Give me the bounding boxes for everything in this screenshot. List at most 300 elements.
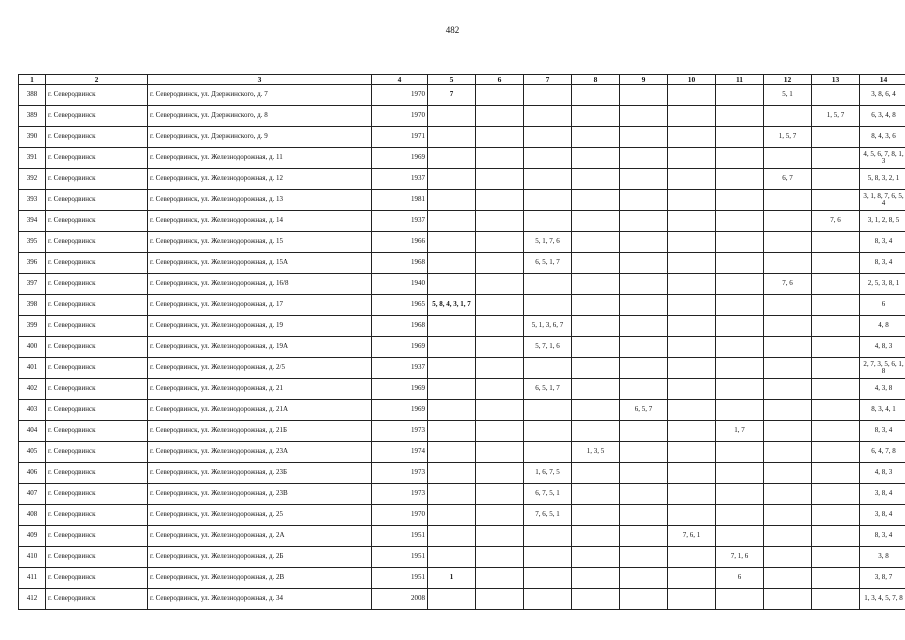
col-11-value [716,337,764,358]
col-10-value [668,358,716,379]
locality: г. Северодвинск [46,232,148,253]
locality: г. Северодвинск [46,106,148,127]
col-7-value [524,148,572,169]
row-number: 396 [19,253,46,274]
col-13-value [812,358,860,379]
build-year: 1973 [372,421,428,442]
col-10-value [668,484,716,505]
address: г. Северодвинск, ул. Железнодорожная, д. 14 [148,211,372,232]
col-11-value [716,232,764,253]
col-10-value [668,505,716,526]
locality: г. Северодвинск [46,211,148,232]
table-row [19,190,905,211]
col-5-value [428,169,476,190]
locality: г. Северодвинск [46,295,148,316]
build-year: 1968 [372,253,428,274]
col-14-value: 3, 8, 4 [860,505,905,526]
table-row [19,358,905,379]
col-9-value [620,190,668,211]
col-12-value [764,505,812,526]
col-10-value [668,274,716,295]
build-year: 1951 [372,568,428,589]
col-5-value [428,274,476,295]
locality: г. Северодвинск [46,253,148,274]
table-row [19,526,905,547]
locality: г. Северодвинск [46,190,148,211]
build-year: 1968 [372,316,428,337]
row-number: 403 [19,400,46,421]
col-14-value: 4, 8 [860,316,905,337]
col-13-value [812,337,860,358]
col-5-value [428,547,476,568]
col-11-value [716,379,764,400]
col-9-value [620,169,668,190]
col-10-value [668,295,716,316]
col-14-value: 3, 8, 6, 4 [860,85,905,106]
address: г. Северодвинск, ул. Железнодорожная, д. 23А [148,442,372,463]
locality: г. Северодвинск [46,274,148,295]
col-header-3: 3 [148,75,372,85]
address: г. Северодвинск, ул. Железнодорожная, д. 15А [148,253,372,274]
col-8-value [572,106,620,127]
row-number: 397 [19,274,46,295]
col-8-value [572,463,620,484]
col-9-value [620,211,668,232]
col-7-value [524,526,572,547]
table-row [19,232,905,253]
col-8-value [572,295,620,316]
table-row [19,505,905,526]
col-13-value [812,316,860,337]
locality: г. Северодвинск [46,421,148,442]
col-13-value [812,379,860,400]
table-row [19,337,905,358]
address: г. Северодвинск, ул. Железнодорожная, д. 19А [148,337,372,358]
col-5-value [428,253,476,274]
address: г. Северодвинск, ул. Железнодорожная, д. 23Б [148,463,372,484]
col-14-value: 4, 8, 3 [860,463,905,484]
col-10-value [668,589,716,610]
col-8-value [572,337,620,358]
build-year: 1951 [372,526,428,547]
col-7-value [524,421,572,442]
row-number: 390 [19,127,46,148]
locality: г. Северодвинск [46,337,148,358]
col-12-value [764,358,812,379]
table-row [19,106,905,127]
col-11-value [716,148,764,169]
row-number: 405 [19,442,46,463]
col-12-value [764,547,812,568]
build-year: 1965 [372,295,428,316]
col-12-value [764,106,812,127]
col-5-value [428,337,476,358]
col-7-value [524,169,572,190]
col-5-value [428,442,476,463]
col-7-value: 7, 6, 5, 1 [524,505,572,526]
col-8-value [572,127,620,148]
col-14-value: 8, 3, 4 [860,253,905,274]
build-year: 1969 [372,337,428,358]
table-row [19,421,905,442]
col-10-value [668,169,716,190]
locality: г. Северодвинск [46,127,148,148]
col-10-value [668,421,716,442]
table-row [19,85,905,106]
address: г. Северодвинск, ул. Железнодорожная, д. 23В [148,484,372,505]
address: г. Северодвинск, ул. Железнодорожная, д. 13 [148,190,372,211]
col-11-value [716,400,764,421]
col-6-value [476,379,524,400]
build-year: 1969 [372,148,428,169]
address: г. Северодвинск, ул. Дзержинского, д. 7 [148,85,372,106]
col-11-value: 7, 1, 6 [716,547,764,568]
col-7-value: 5, 1, 3, 6, 7 [524,316,572,337]
build-year: 2008 [372,589,428,610]
col-12-value [764,337,812,358]
col-12-value: 1, 5, 7 [764,127,812,148]
col-6-value [476,253,524,274]
address: г. Северодвинск, ул. Железнодорожная, д. 2А [148,526,372,547]
col-13-value [812,190,860,211]
col-10-value [668,232,716,253]
col-9-value [620,589,668,610]
address: г. Северодвинск, ул. Дзержинского, д. 8 [148,106,372,127]
col-7-value: 6, 5, 1, 7 [524,379,572,400]
col-14-value: 4, 8, 3 [860,337,905,358]
col-12-value [764,190,812,211]
address: г. Северодвинск, ул. Дзержинского, д. 9 [148,127,372,148]
build-year: 1937 [372,211,428,232]
col-10-value [668,316,716,337]
row-number: 406 [19,463,46,484]
col-10-value [668,148,716,169]
col-14-value: 3, 1, 2, 8, 5 [860,211,905,232]
col-header-14: 14 [860,75,905,85]
table-row [19,442,905,463]
col-9-value [620,505,668,526]
col-6-value [476,421,524,442]
col-11-value [716,127,764,148]
col-13-value [812,463,860,484]
col-12-value [764,568,812,589]
col-6-value [476,568,524,589]
col-8-value [572,505,620,526]
table-row [19,484,905,505]
col-11-value [716,274,764,295]
col-5-value [428,379,476,400]
col-14-value: 4, 3, 8 [860,379,905,400]
col-11-value [716,505,764,526]
col-14-value: 3, 1, 8, 7, 6, 5, 4 [860,190,905,211]
col-5-value [428,316,476,337]
col-8-value [572,379,620,400]
col-13-value [812,85,860,106]
build-year: 1951 [372,547,428,568]
col-12-value [764,484,812,505]
col-7-value [524,127,572,148]
col-13-value [812,169,860,190]
col-7-value: 6, 7, 5, 1 [524,484,572,505]
col-7-value [524,589,572,610]
col-11-value [716,106,764,127]
col-9-value [620,463,668,484]
col-13-value [812,253,860,274]
col-header-6: 6 [476,75,524,85]
row-number: 393 [19,190,46,211]
col-13-value [812,232,860,253]
col-9-value [620,316,668,337]
col-7-value [524,442,572,463]
col-14-value: 8, 3, 4 [860,421,905,442]
col-6-value [476,169,524,190]
col-12-value: 7, 6 [764,274,812,295]
address: г. Северодвинск, ул. Железнодорожная, д. 12 [148,169,372,190]
col-7-value [524,568,572,589]
col-7-value [524,358,572,379]
col-14-value: 6 [860,295,905,316]
col-7-value: 6, 5, 1, 7 [524,253,572,274]
col-header-7: 7 [524,75,572,85]
col-12-value [764,421,812,442]
build-year: 1969 [372,379,428,400]
col-13-value [812,148,860,169]
col-6-value [476,127,524,148]
col-13-value [812,421,860,442]
table-row [19,463,905,484]
row-number: 398 [19,295,46,316]
locality: г. Северодвинск [46,169,148,190]
col-10-value [668,568,716,589]
col-6-value [476,316,524,337]
locality: г. Северодвинск [46,442,148,463]
col-8-value [572,253,620,274]
col-12-value [764,316,812,337]
address: г. Северодвинск, ул. Железнодорожная, д. 11 [148,148,372,169]
locality: г. Северодвинск [46,148,148,169]
col-8-value [572,316,620,337]
col-14-value: 3, 8 [860,547,905,568]
col-8-value [572,274,620,295]
col-8-value [572,568,620,589]
col-10-value [668,190,716,211]
col-11-value [716,295,764,316]
col-12-value [764,295,812,316]
col-12-value [764,400,812,421]
col-11-value: 6 [716,568,764,589]
col-10-value [668,253,716,274]
col-5-value [428,106,476,127]
col-11-value [716,85,764,106]
row-number: 391 [19,148,46,169]
row-number: 401 [19,358,46,379]
build-year: 1966 [372,232,428,253]
row-number: 408 [19,505,46,526]
build-year: 1969 [372,400,428,421]
col-8-value [572,589,620,610]
col-6-value [476,358,524,379]
col-13-value [812,127,860,148]
col-8-value [572,421,620,442]
col-6-value [476,295,524,316]
col-8-value [572,400,620,421]
col-6-value [476,589,524,610]
col-11-value [716,526,764,547]
col-9-value [620,148,668,169]
col-14-value: 6, 3, 4, 8 [860,106,905,127]
row-number: 412 [19,589,46,610]
col-14-value: 8, 3, 4 [860,526,905,547]
col-7-value [524,400,572,421]
table-row [19,274,905,295]
col-7-value: 1, 6, 7, 5 [524,463,572,484]
col-7-value: 5, 7, 1, 6 [524,337,572,358]
col-9-value [620,295,668,316]
build-year: 1974 [372,442,428,463]
address: г. Северодвинск, ул. Железнодорожная, д. 21 [148,379,372,400]
col-8-value: 1, 3, 5 [572,442,620,463]
col-12-value [764,589,812,610]
col-6-value [476,442,524,463]
build-year: 1981 [372,190,428,211]
locality: г. Северодвинск [46,463,148,484]
col-11-value [716,211,764,232]
col-10-value [668,211,716,232]
build-year: 1970 [372,106,428,127]
col-8-value [572,547,620,568]
col-7-value [524,190,572,211]
col-10-value [668,379,716,400]
col-11-value [716,463,764,484]
address: г. Северодвинск, ул. Железнодорожная, д. 21А [148,400,372,421]
col-header-11: 11 [716,75,764,85]
col-7-value [524,106,572,127]
col-5-value [428,127,476,148]
locality: г. Северодвинск [46,358,148,379]
col-8-value [572,169,620,190]
table-row [19,316,905,337]
col-12-value [764,442,812,463]
col-14-value: 6, 4, 7, 8 [860,442,905,463]
row-number: 411 [19,568,46,589]
col-9-value [620,274,668,295]
col-6-value [476,232,524,253]
build-year: 1973 [372,463,428,484]
row-number: 389 [19,106,46,127]
col-12-value [764,232,812,253]
row-number: 399 [19,316,46,337]
col-5-value [428,148,476,169]
col-header-13: 13 [812,75,860,85]
register-table [18,74,905,610]
address: г. Северодвинск, ул. Железнодорожная, д. 21Б [148,421,372,442]
build-year: 1970 [372,85,428,106]
col-6-value [476,211,524,232]
col-10-value [668,337,716,358]
col-header-12: 12 [764,75,812,85]
col-11-value [716,169,764,190]
col-14-value: 2, 7, 3, 5, 6, 1, 8 [860,358,905,379]
col-header-4: 4 [372,75,428,85]
address: г. Северодвинск, ул. Железнодорожная, д. 16/8 [148,274,372,295]
col-9-value: 6, 5, 7 [620,400,668,421]
col-11-value [716,190,764,211]
col-14-value: 3, 8, 4 [860,484,905,505]
address: г. Северодвинск, ул. Железнодорожная, д. 19 [148,316,372,337]
col-9-value [620,85,668,106]
col-9-value [620,484,668,505]
table-row [19,169,905,190]
col-8-value [572,85,620,106]
col-11-value: 1, 7 [716,421,764,442]
col-9-value [620,337,668,358]
col-9-value [620,358,668,379]
col-13-value [812,568,860,589]
col-12-value [764,148,812,169]
col-14-value: 8, 4, 3, 6 [860,127,905,148]
col-header-8: 8 [572,75,620,85]
col-7-value [524,547,572,568]
col-12-value [764,379,812,400]
col-5-value [428,484,476,505]
col-12-value [764,526,812,547]
col-6-value [476,274,524,295]
col-6-value [476,106,524,127]
col-5-value [428,505,476,526]
table-row [19,253,905,274]
col-12-value [764,253,812,274]
col-9-value [620,232,668,253]
col-13-value [812,400,860,421]
col-12-value [764,463,812,484]
col-14-value: 8, 3, 4 [860,232,905,253]
table-row [19,295,905,316]
col-12-value: 5, 1 [764,85,812,106]
col-8-value [572,232,620,253]
col-14-value: 2, 5, 3, 8, 1 [860,274,905,295]
col-14-value: 5, 8, 3, 2, 1 [860,169,905,190]
build-year: 1937 [372,358,428,379]
locality: г. Северодвинск [46,484,148,505]
table-row [19,589,905,610]
col-6-value [476,148,524,169]
address: г. Северодвинск, ул. Железнодорожная, д. 17 [148,295,372,316]
col-header-10: 10 [668,75,716,85]
col-13-value [812,274,860,295]
col-10-value [668,547,716,568]
locality: г. Северодвинск [46,589,148,610]
row-number: 392 [19,169,46,190]
locality: г. Северодвинск [46,316,148,337]
row-number: 404 [19,421,46,442]
col-9-value [620,526,668,547]
col-6-value [476,337,524,358]
col-9-value [620,421,668,442]
col-9-value [620,253,668,274]
table-row [19,400,905,421]
col-7-value [524,295,572,316]
col-6-value [476,484,524,505]
col-12-value: 6, 7 [764,169,812,190]
address: г. Северодвинск, ул. Железнодорожная, д. 34 [148,589,372,610]
col-11-value [716,589,764,610]
build-year: 1940 [372,274,428,295]
col-5-value: 1 [428,568,476,589]
col-9-value [620,568,668,589]
locality: г. Северодвинск [46,400,148,421]
col-9-value [620,442,668,463]
col-13-value [812,442,860,463]
